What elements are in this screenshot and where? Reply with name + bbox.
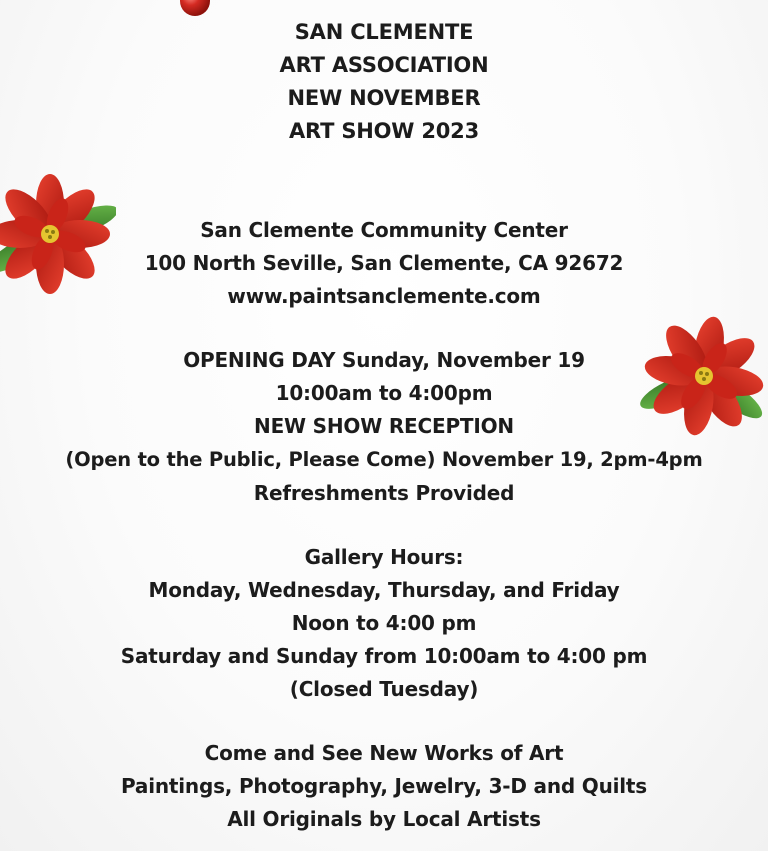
gallery-weekday-hours: Noon to 4:00 pm [291,611,477,635]
title-line-3: NEW NOVEMBER [287,86,481,110]
title-line-2: ART ASSOCIATION [279,53,489,77]
venue-name: San Clemente Community Center [200,218,568,242]
reception-heading: NEW SHOW RECEPTION [254,414,514,438]
venue-website[interactable]: www.paintsanclemente.com [227,284,541,308]
closing-invite: Come and See New Works of Art [204,741,564,765]
title-line-4: ART SHOW 2023 [289,119,479,143]
opening-day: OPENING DAY Sunday, November 19 [183,348,585,372]
refreshments: Refreshments Provided [253,481,515,505]
opening-hours: 10:00am to 4:00pm [275,381,493,405]
reception-details: (Open to the Public, Please Come) November 19, 2pm-4pm [65,448,703,471]
gallery-weekend: Saturday and Sunday from 10:00am to 4:00 pm [120,644,648,668]
venue-address: 100 North Seville, San Clemente, CA 92672 [144,251,624,275]
gallery-heading: Gallery Hours: [304,545,464,569]
title-line-1: SAN CLEMENTE [294,20,474,44]
gallery-closed: (Closed Tuesday) [289,677,479,701]
closing-originals: All Originals by Local Artists [227,807,541,831]
closing-media: Paintings, Photography, Jewelry, 3-D and Quilts [121,774,647,798]
gallery-weekdays: Monday, Wednesday, Thursday, and Friday [148,578,620,602]
